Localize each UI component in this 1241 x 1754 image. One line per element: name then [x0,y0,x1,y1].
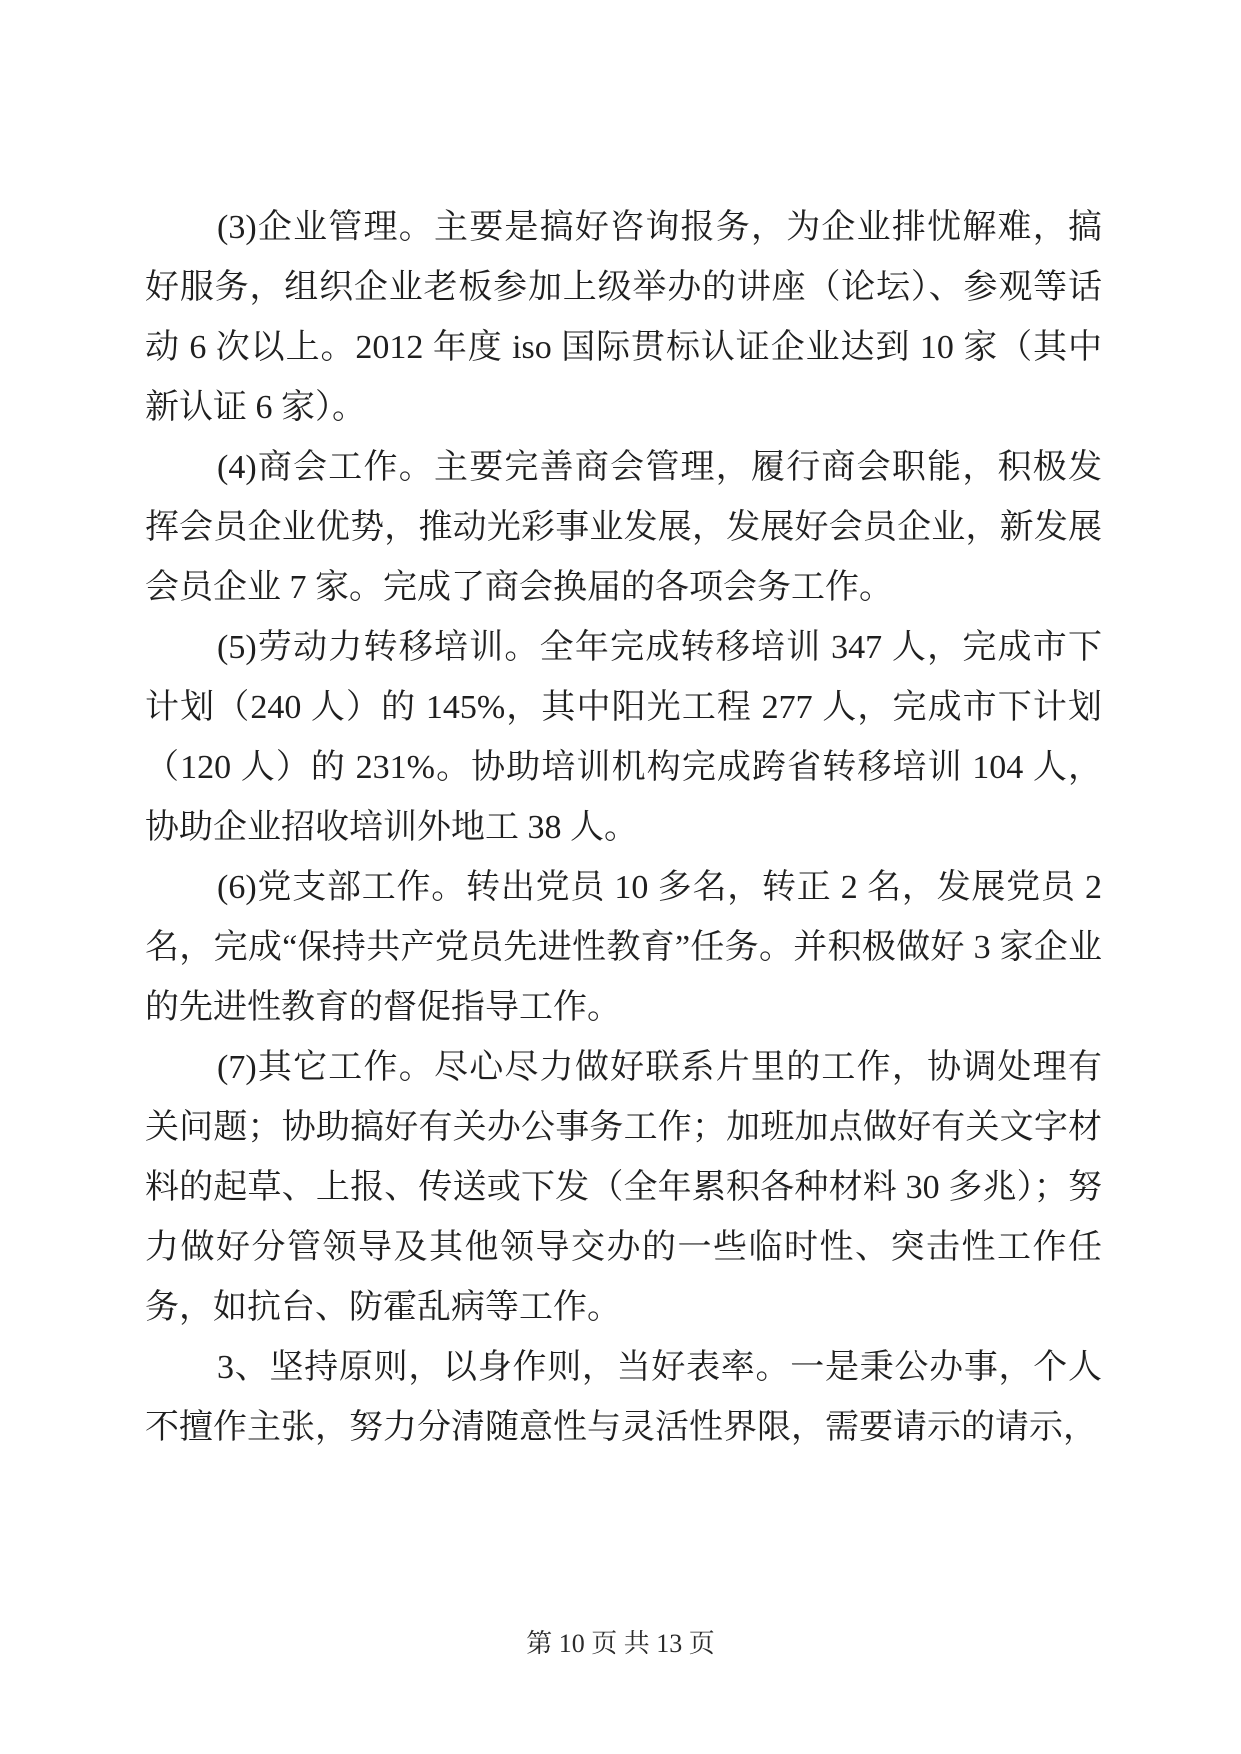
paragraph-enterprise-management: (3)企业管理。主要是搞好咨询报务，为企业排忧解难，搞好服务，组织企业老板参加上级举办的讲座（论坛）、参观等话动 6 次以上。2012 年度 iso 国际贯标认证企业达到 10 家（其中新认证 6 家）。 [145,209,1102,426]
page-footer [0,1624,1241,1664]
page-number-label: 第 10 页 共 13 页 [526,1629,715,1658]
paragraph-labor-transfer-training: (5)劳动力转移培训。全年完成转移培训 347 人，完成市下计划（240 人）的 145%，其中阳光工程 277 人，完成市下计划（120 人）的 231%。协助培训机构完成跨省转移培训 104 人，协助企业招收培训外地工 38 人。 [145,629,1102,846]
paragraph-chamber-of-commerce: (4)商会工作。主要完善商会管理，履行商会职能，积极发挥会员企业优势，推动光彩事业发展，发展好会员企业，新发展会员企业 7 家。完成了商会换届的各项会务工作。 [145,449,1102,606]
paragraph-uphold-principles: 3、坚持原则，以身作则，当好表率。一是秉公办事，个人不擅作主张，努力分清随意性与灵活性界限，需要请示的请示， [145,1349,1102,1446]
paragraph-party-branch-work: (6)党支部工作。转出党员 10 多名，转正 2 名，发展党员 2 名，完成“保持共产党员先进性教育”任务。并积极做好 3 家企业的先进性教育的督促指导工作。 [145,869,1102,1026]
document-body [145,198,1102,1458]
paragraph-other-work: (7)其它工作。尽心尽力做好联系片里的工作，协调处理有关问题；协助搞好有关办公事务工作；加班加点做好有关文字材料的起草、上报、传送或下发（全年累积各种材料 30 多兆）；努力做好分管领导及其他领导交办的一些临时性、突击性工作任务，如抗台、防霍乱病等工作。 [145,1049,1102,1326]
